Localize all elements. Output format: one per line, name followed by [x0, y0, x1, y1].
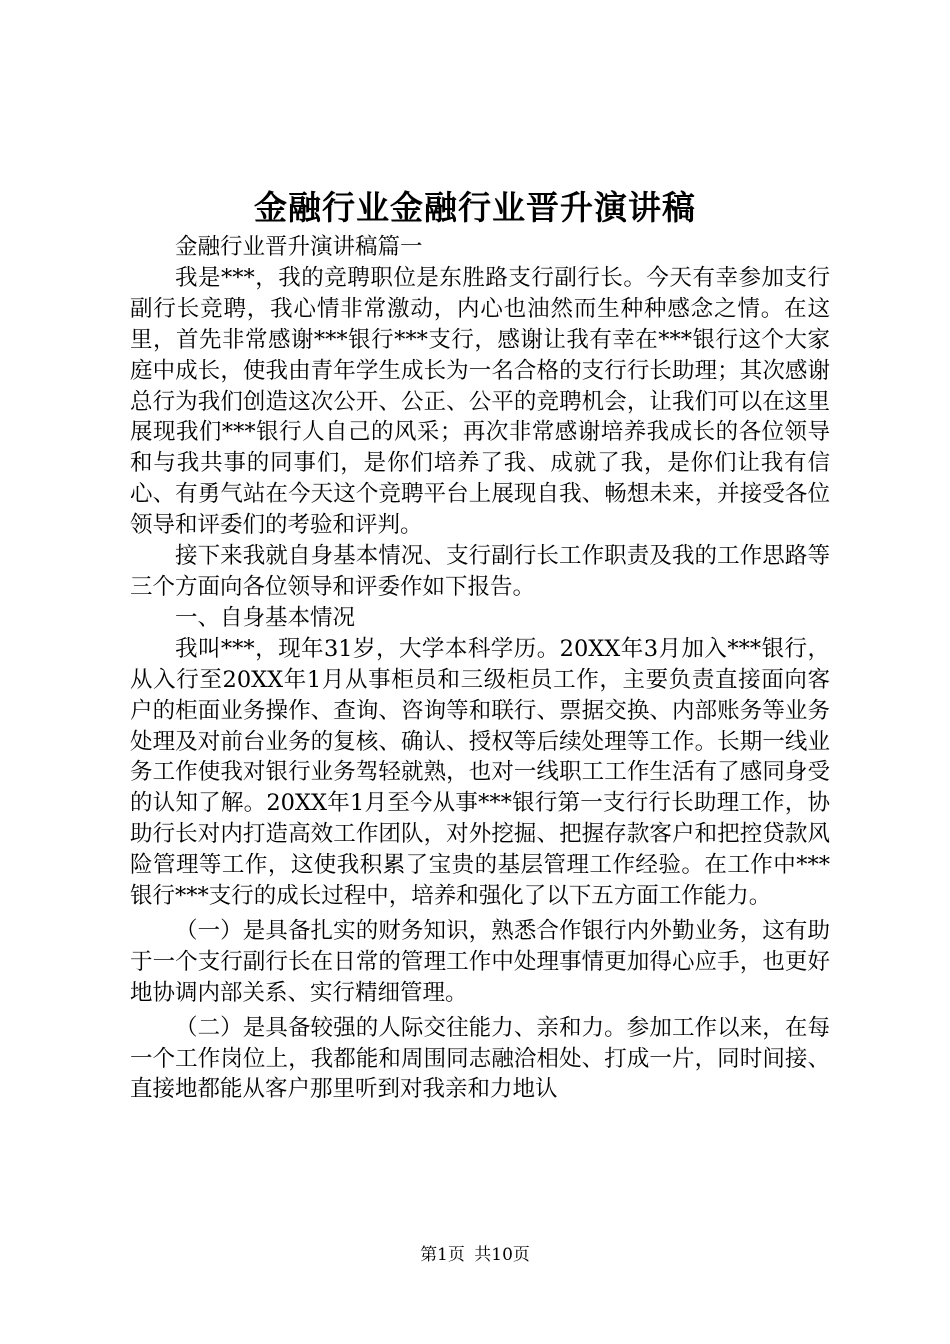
paragraph: 接下来我就自身基本情况、支行副行长工作职责及我的工作思路等三个方面向各位领导和评委作如下报告。: [130, 543, 830, 600]
page-total: 共10页: [474, 1245, 530, 1265]
paragraph: 我叫***，现年31岁，大学本科学历。20XX年3月加入***银行，从入行至20XX年1月从事柜员和三级柜员工作，主要负责直接面向客户的柜面业务操作、查询、咨询等和联行、票据交换、内部账务等业务处理及对前台业务的复核、确认、授权等后续处理等工作。长期一线业务工作使我对银行业务驾轻就熟，也对一线职工工作生活有了感同身受的认知了解。20XX年1月至今从事***银行第一支行行长助理工作，协助行长对内打造高效工作团队，对外挖掘、把握存款客户和把控贷款风险管理等工作，这使我积累了宝贵的基层管理工作经验。在工作中***银行***支行的成长过程中，培养和强化了以下五方面工作能力。: [130, 635, 830, 910]
paragraph: 我是***，我的竞聘职位是东胜路支行副行长。今天有幸参加支行副行长竞聘，我心情非常激动，内心也油然而生种种感念之情。在这里，首先非常感谢***银行***支行，感谢让我有幸在***银行这个大家庭中成长，使我由青年学生成长为一名合格的支行行长助理；其次感谢总行为我们创造这次公开、公正、公平的竞聘机会，让我们可以在这里展现我们***银行人自己的风采；再次非常感谢培养我成长的各位领导和与我共事的同事们，是你们培养了我、成就了我，是你们让我有信心、有勇气站在今天这个竞聘平台上展现自我、畅想未来，并接受各位领导和评委们的考验和评判。: [130, 264, 830, 539]
document-title: 金融行业金融行业晋升演讲稿: [254, 188, 696, 227]
page-footer: [0, 1244, 950, 1266]
section-subtitle: 金融行业晋升演讲稿篇一: [175, 234, 423, 260]
section-heading: 一、自身基本情况: [175, 604, 356, 631]
paragraph: （二）是具备较强的人际交往能力、亲和力。参加工作以来，在每一个工作岗位上，我都能和周围同志融洽相处、打成一片，同时间接、直接地都能从客户那里听到对我亲和力地认: [130, 1014, 830, 1103]
document-body: [130, 232, 830, 1105]
page-number: 第1页: [420, 1245, 465, 1265]
paragraph: （一）是具备扎实的财务知识，熟悉合作银行内外勤业务，这有助于一个支行副行长在日常的管理工作中处理事情更加得心应手，也更好地协调内部关系、实行精细管理。: [130, 917, 830, 1006]
